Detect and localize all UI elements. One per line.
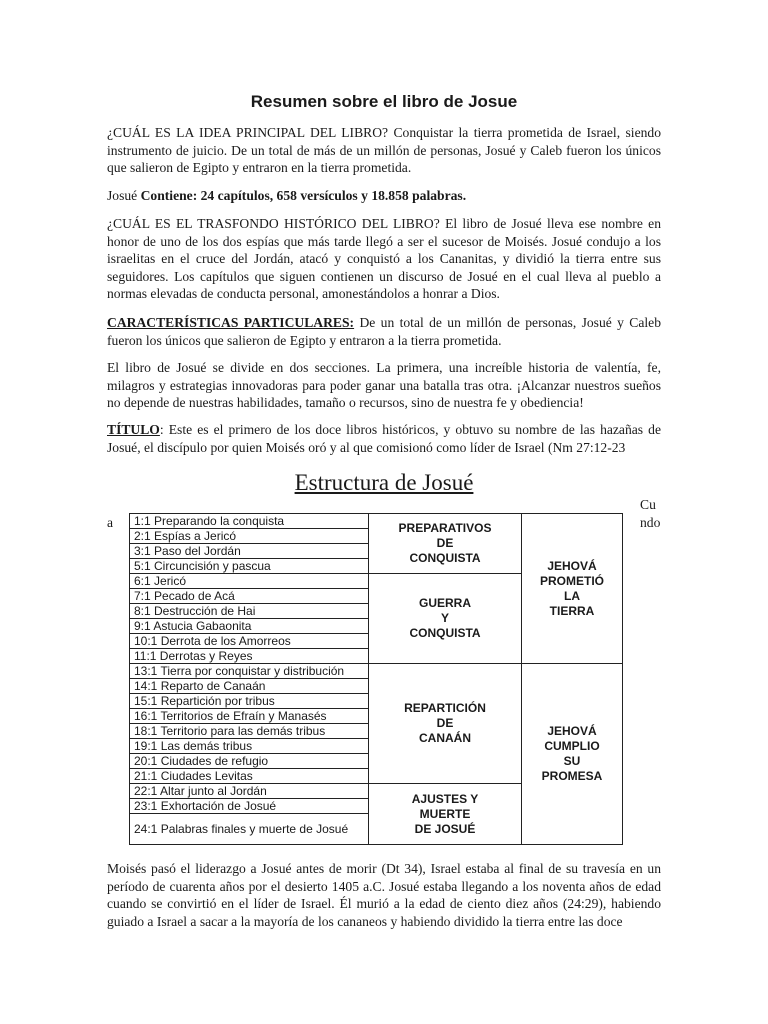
paragraph-contents [107,187,661,205]
contents-lead: Josué [107,188,141,203]
chapter-cell: 24:1 Palabras finales y muerte de Josué [130,814,369,845]
title-text: : Este es el primero de los doce libros históricos, y obtuvo su nombre de las hazañas de Josué, el discípulo por quien Moisés oró y al que comisionó como líder de Israel (Nm 27:12-23 [107,422,661,455]
chapter-cell: 5:1 Circuncisión y pascua [130,559,369,574]
chapter-cell: 1:1 Preparando la conquista [130,514,369,529]
section-war: GUERRA Y CONQUISTA [369,574,522,664]
chapter-cell: 16:1 Territorios de Efraín y Manasés [130,709,369,724]
side-fragment-right-2: ndo [640,515,661,530]
chapter-cell: 14:1 Reparto de Canaán [130,679,369,694]
promise-fulfilled: JEHOVÁ CUMPLIO SU PROMESA [522,664,623,845]
paragraph-characteristics [107,314,661,349]
paragraph-sections: El libro de Josué se divide en dos secciones. La primera, una increíble historia de valentía, fe, milagros y estrategias innovadoras para poder ganar una batalla tras otra. ¡Alcanzar nuestros sueños no depende de nuestras habilidades, tamaño o recursos, sino de nuestra fe y obediencia! [107,360,661,411]
section-distribution: REPARTICIÓN DE CANAÁN [369,664,522,784]
chapter-cell: 22:1 Altar junto al Jordán [130,784,369,799]
paragraph-history: Moisés pasó el liderazgo a Josué antes de morir (Dt 34), Israel estaba al final de su travesía en un período de cuarenta años por el desierto 1405 a.C. Josué estaba llegando a los noventa años de edad cuando se convirtió en el líder de Israel. Él murió a la edad de ciento diez años (24:29), habiendo guiado a Israel a sacar a la mayoría de los cananeos y habiendo dividido la tierra entre las doce [107,861,661,929]
section-preparations: PREPARATIVOS DE CONQUISTA [369,514,522,574]
chapter-cell: 8:1 Destrucción de Hai [130,604,369,619]
side-fragment-left: a [107,515,114,530]
side-fragment-right-1: Cu [640,497,656,512]
chapter-cell: 10:1 Derrota de los Amorreos [130,634,369,649]
chapter-cell: 6:1 Jericó [130,574,369,589]
chapter-cell: 18:1 Territorio para las demás tribus [130,724,369,739]
characteristics-text: De un total de un millón de personas, Josué y Caleb fueron los únicos que salieron de Egipto y entraron a la tierra prometida. [107,315,661,348]
chapter-cell: 20:1 Ciudades de refugio [130,754,369,769]
chapter-cell: 21:1 Ciudades Levitas [130,769,369,784]
section-final: AJUSTES Y MUERTE DE JOSUÉ [369,784,522,845]
paragraph-background: ¿CUÁL ES EL TRASFONDO HISTÓRICO DEL LIBRO? El libro de Josué lleva ese nombre en honor de uno de los dos espías que más tarde llegó a ser el sucesor de Moisés. Josué condujo a los israelitas en el cruce del Jordán, atacó y conquistó a los Cananitas, y dividió la tierra entre sus seguidores. Los capítulos que siguen contienen un discurso de Josué en el cual lleva al pueblo a normas elevadas de conducta personal, amonestándolos a honrar a Dios. [107,216,661,302]
chapter-cell: 15:1 Repartición por tribus [130,694,369,709]
chapter-cell: 13:1 Tierra por conquistar y distribución [130,664,369,679]
chapter-cell: 3:1 Paso del Jordán [130,544,369,559]
structure-title: Estructura de Josué [294,470,474,495]
promise-promised: JEHOVÁ PROMETIÓ LA TIERRA [522,514,623,664]
chapter-cell: 23:1 Exhortación de Josué [130,799,369,814]
chapter-cell: 9:1 Astucia Gabaonita [130,619,369,634]
page-title: Resumen sobre el libro de Josue [250,92,518,111]
structure-table [129,513,623,845]
chapter-cell: 2:1 Espías a Jericó [130,529,369,544]
title-heading: TÍTULO [107,422,160,437]
chapter-cell: 11:1 Derrotas y Reyes [130,649,369,664]
paragraph-title [107,421,661,456]
chapter-cell: 7:1 Pecado de Acá [130,589,369,604]
chapter-cell: 19:1 Las demás tribus [130,739,369,754]
characteristics-heading: CARACTERÍSTICAS PARTICULARES: [107,315,355,330]
paragraph-main-idea: ¿CUÁL ES LA IDEA PRINCIPAL DEL LIBRO? Conquistar la tierra prometida de Israel, siendo instrumento de juicio. De un total de más de un millón de personas, Josué y Caleb fueron los únicos que salieron de Egipto y entraron en la tierra prometida. [107,125,661,176]
contents-stats: Contiene: 24 capítulos, 658 versículos y 18.858 palabras. [140,188,467,203]
